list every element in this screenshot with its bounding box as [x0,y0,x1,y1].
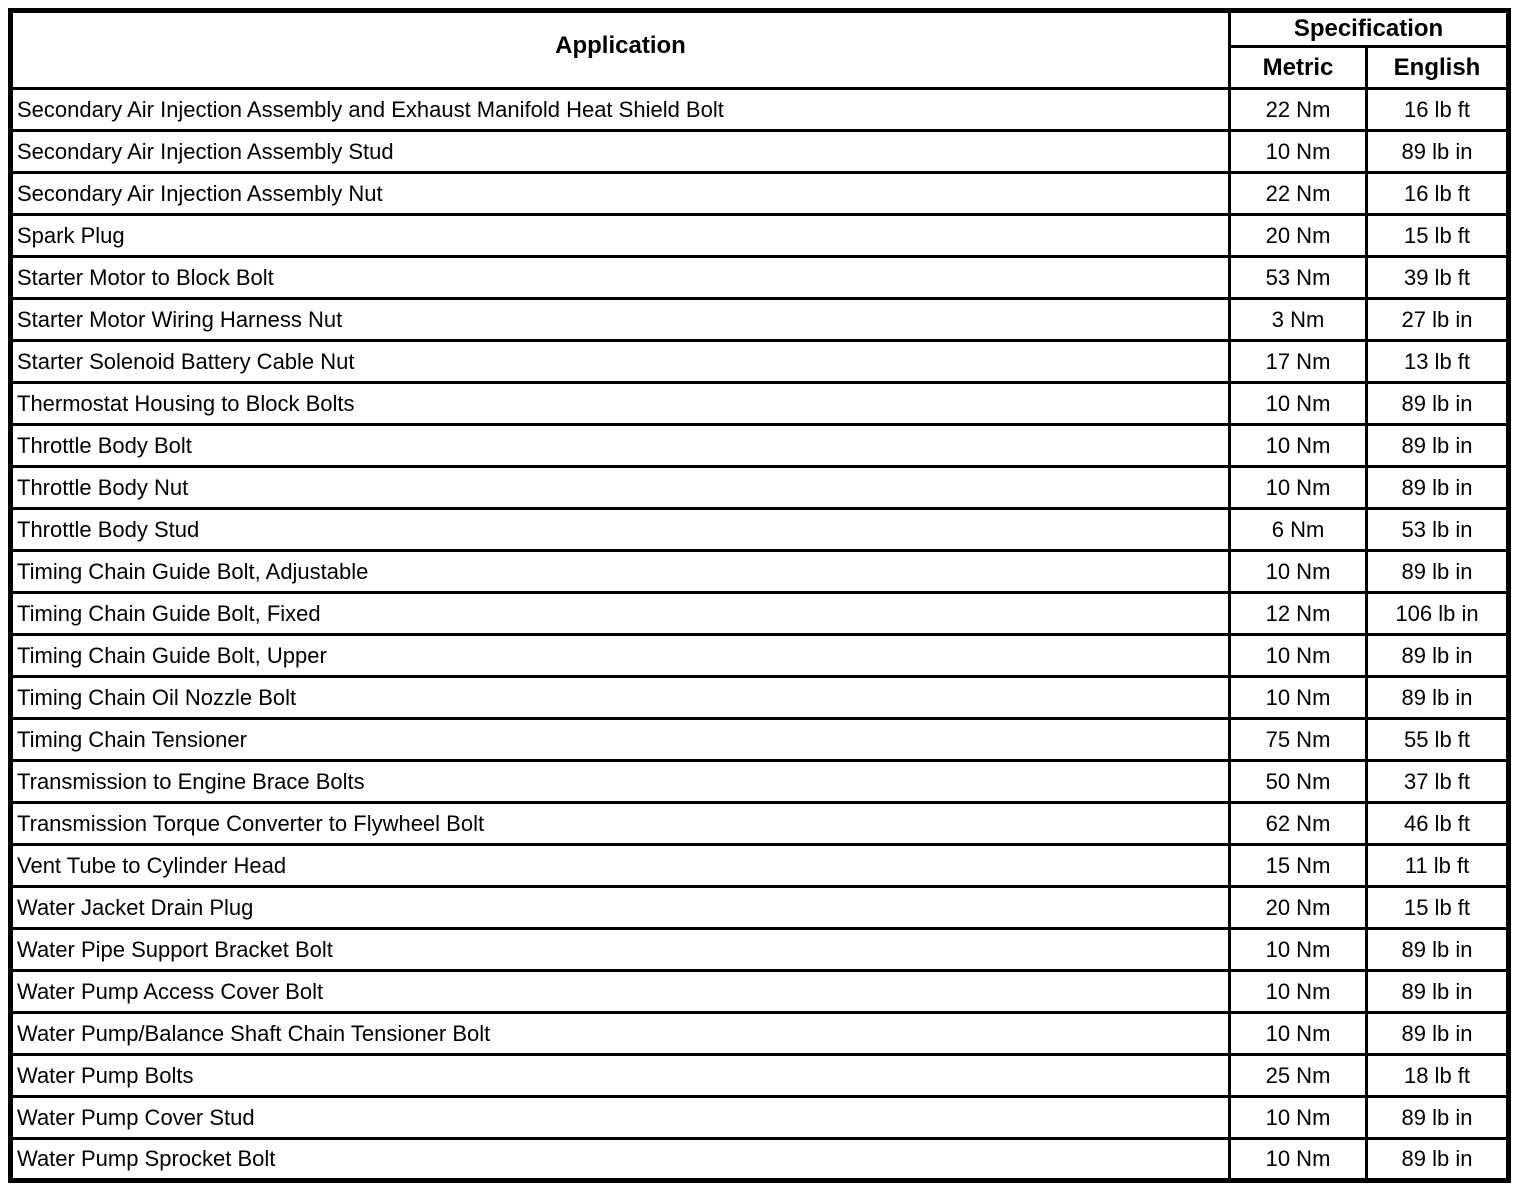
english-value-cell: 39 lb ft [1367,257,1509,299]
metric-value-cell: 10 Nm [1230,1139,1367,1181]
english-value-cell: 89 lb in [1367,971,1509,1013]
metric-value-cell: 22 Nm [1230,173,1367,215]
metric-value-cell: 62 Nm [1230,803,1367,845]
application-cell: Water Jacket Drain Plug [11,887,1230,929]
table-row [11,299,1509,341]
english-value-cell: 89 lb in [1367,635,1509,677]
application-cell: Timing Chain Guide Bolt, Upper [11,635,1230,677]
table-row [11,551,1509,593]
application-cell: Secondary Air Injection Assembly and Exhaust Manifold Heat Shield Bolt [11,89,1230,131]
table-row [11,929,1509,971]
application-cell: Timing Chain Guide Bolt, Fixed [11,593,1230,635]
english-value-cell: 18 lb ft [1367,1055,1509,1097]
application-cell: Water Pump/Balance Shaft Chain Tensioner Bolt [11,1013,1230,1055]
metric-value-cell: 53 Nm [1230,257,1367,299]
table-row [11,971,1509,1013]
english-value-cell: 27 lb in [1367,299,1509,341]
application-column-header: Application [11,11,1230,89]
english-value-cell: 89 lb in [1367,677,1509,719]
application-cell: Starter Motor to Block Bolt [11,257,1230,299]
application-cell: Throttle Body Stud [11,509,1230,551]
metric-value-cell: 10 Nm [1230,467,1367,509]
english-value-cell: 16 lb ft [1367,173,1509,215]
table-row [11,425,1509,467]
metric-value-cell: 12 Nm [1230,593,1367,635]
table-body [11,89,1509,1181]
english-value-cell: 89 lb in [1367,383,1509,425]
application-cell: Spark Plug [11,215,1230,257]
metric-value-cell: 10 Nm [1230,1013,1367,1055]
english-value-cell: 15 lb ft [1367,887,1509,929]
english-value-cell: 89 lb in [1367,467,1509,509]
application-cell: Starter Motor Wiring Harness Nut [11,299,1230,341]
table-row [11,89,1509,131]
table-row [11,383,1509,425]
table-row [11,635,1509,677]
metric-value-cell: 10 Nm [1230,971,1367,1013]
metric-value-cell: 10 Nm [1230,677,1367,719]
table-row [11,845,1509,887]
metric-value-cell: 25 Nm [1230,1055,1367,1097]
table-row [11,593,1509,635]
metric-value-cell: 10 Nm [1230,635,1367,677]
metric-value-cell: 20 Nm [1230,215,1367,257]
metric-value-cell: 10 Nm [1230,551,1367,593]
torque-specifications-table [8,8,1511,1183]
application-cell: Transmission to Engine Brace Bolts [11,761,1230,803]
english-value-cell: 46 lb ft [1367,803,1509,845]
english-value-cell: 89 lb in [1367,131,1509,173]
application-cell: Timing Chain Oil Nozzle Bolt [11,677,1230,719]
metric-column-header: Metric [1230,47,1367,89]
english-value-cell: 89 lb in [1367,425,1509,467]
table-row [11,509,1509,551]
table-row [11,719,1509,761]
english-value-cell: 37 lb ft [1367,761,1509,803]
table-row [11,341,1509,383]
metric-value-cell: 22 Nm [1230,89,1367,131]
table-row [11,215,1509,257]
english-value-cell: 13 lb ft [1367,341,1509,383]
application-cell: Secondary Air Injection Assembly Nut [11,173,1230,215]
english-value-cell: 53 lb in [1367,509,1509,551]
table-row [11,1055,1509,1097]
table-header [11,11,1509,89]
metric-value-cell: 10 Nm [1230,425,1367,467]
application-cell: Secondary Air Injection Assembly Stud [11,131,1230,173]
application-cell: Starter Solenoid Battery Cable Nut [11,341,1230,383]
table-row [11,761,1509,803]
metric-value-cell: 10 Nm [1230,383,1367,425]
specification-column-header: Specification [1230,11,1509,47]
metric-value-cell: 10 Nm [1230,131,1367,173]
application-cell: Throttle Body Nut [11,467,1230,509]
english-value-cell: 89 lb in [1367,1097,1509,1139]
metric-value-cell: 75 Nm [1230,719,1367,761]
table-row [11,1013,1509,1055]
english-value-cell: 89 lb in [1367,1013,1509,1055]
table-row [11,257,1509,299]
application-cell: Water Pump Cover Stud [11,1097,1230,1139]
table-row [11,887,1509,929]
application-cell: Timing Chain Tensioner [11,719,1230,761]
application-cell: Timing Chain Guide Bolt, Adjustable [11,551,1230,593]
metric-value-cell: 20 Nm [1230,887,1367,929]
english-value-cell: 11 lb ft [1367,845,1509,887]
table-row [11,677,1509,719]
application-cell: Water Pipe Support Bracket Bolt [11,929,1230,971]
table-row [11,1097,1509,1139]
application-cell: Water Pump Access Cover Bolt [11,971,1230,1013]
metric-value-cell: 10 Nm [1230,1097,1367,1139]
metric-value-cell: 3 Nm [1230,299,1367,341]
metric-value-cell: 15 Nm [1230,845,1367,887]
metric-value-cell: 6 Nm [1230,509,1367,551]
application-cell: Vent Tube to Cylinder Head [11,845,1230,887]
application-cell: Water Pump Sprocket Bolt [11,1139,1230,1181]
metric-value-cell: 17 Nm [1230,341,1367,383]
table-row [11,803,1509,845]
application-cell: Throttle Body Bolt [11,425,1230,467]
english-column-header: English [1367,47,1509,89]
application-cell: Water Pump Bolts [11,1055,1230,1097]
table-row [11,467,1509,509]
english-value-cell: 89 lb in [1367,1139,1509,1181]
metric-value-cell: 50 Nm [1230,761,1367,803]
english-value-cell: 55 lb ft [1367,719,1509,761]
application-cell: Transmission Torque Converter to Flywheel Bolt [11,803,1230,845]
english-value-cell: 89 lb in [1367,551,1509,593]
application-cell: Thermostat Housing to Block Bolts [11,383,1230,425]
metric-value-cell: 10 Nm [1230,929,1367,971]
english-value-cell: 89 lb in [1367,929,1509,971]
english-value-cell: 106 lb in [1367,593,1509,635]
table-row [11,131,1509,173]
table-row [11,173,1509,215]
english-value-cell: 15 lb ft [1367,215,1509,257]
header-row-specification [11,11,1509,47]
english-value-cell: 16 lb ft [1367,89,1509,131]
table-row [11,1139,1509,1181]
